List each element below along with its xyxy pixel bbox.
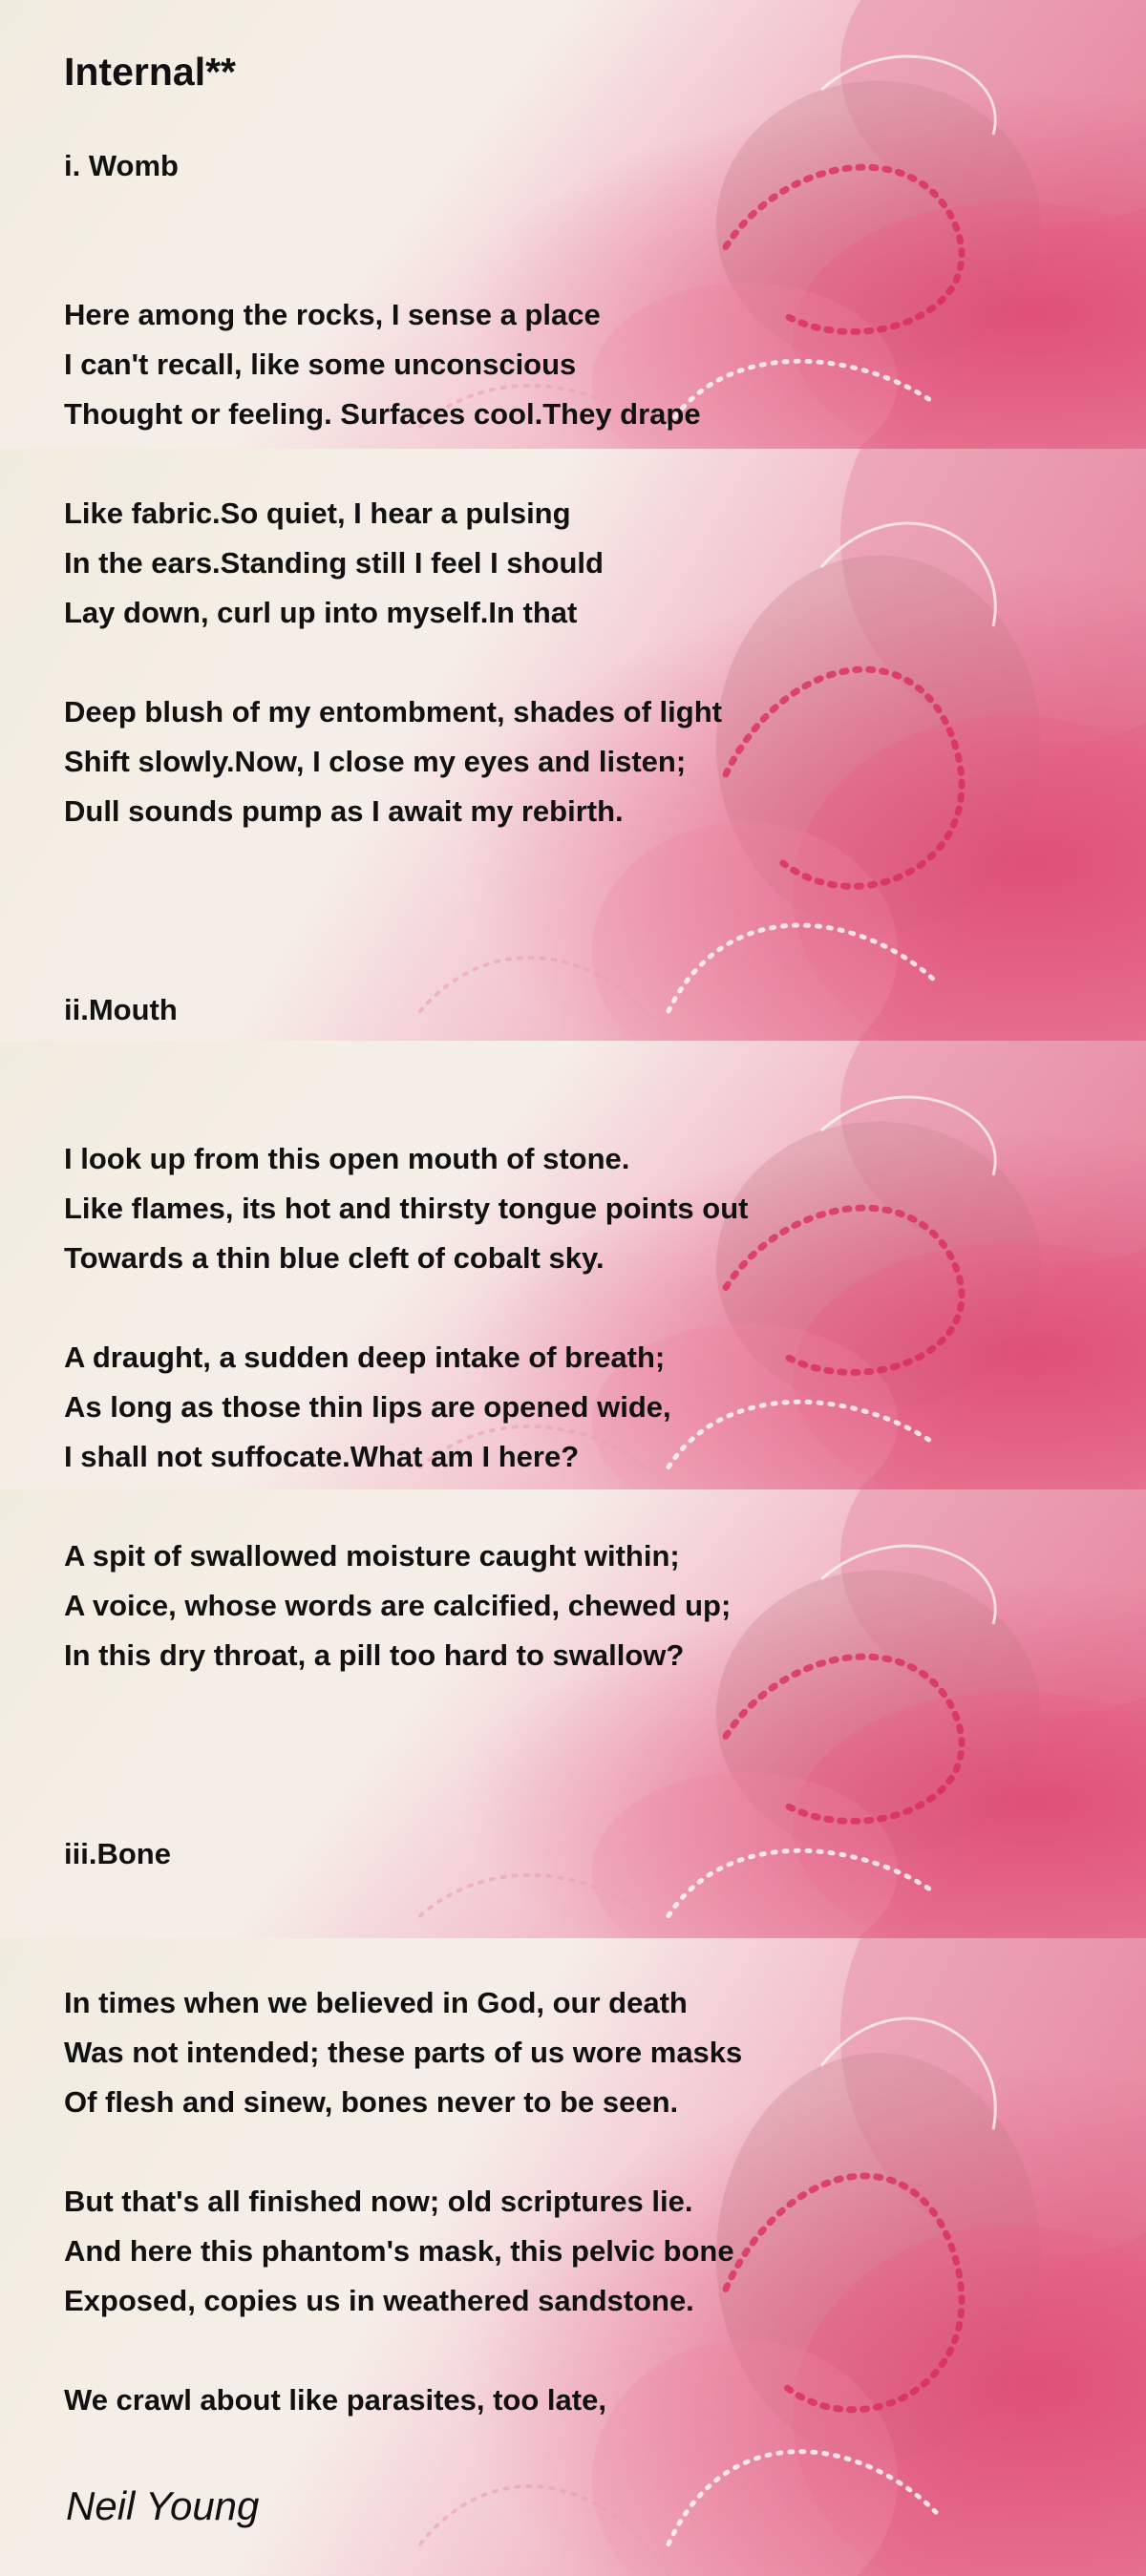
poem-line: Thought or feeling. Surfaces cool.They drape: [64, 397, 701, 431]
poem-line: Shift slowly.Now, I close my eyes and listen;: [64, 745, 687, 778]
poem-line: Lay down, curl up into myself.In that: [64, 596, 578, 629]
poem-line: In times when we believed in God, our death: [64, 1986, 688, 2019]
poem-line: In this dry throat, a pill too hard to swallow?: [64, 1638, 685, 1672]
poem-line: Like flames, its hot and thirsty tongue points out: [64, 1192, 749, 1225]
poem-line: Deep blush of my entombment, shades of light: [64, 695, 722, 728]
poem-line: I shall not suffocate.What am I here?: [64, 1440, 580, 1473]
poem-line: A voice, whose words are calcified, chewed up;: [64, 1589, 732, 1622]
poem-line: Here among the rocks, I sense a place: [64, 298, 601, 331]
poem-line: A draught, a sudden deep intake of breath;: [64, 1341, 666, 1374]
poem-line: I can't recall, like some unconscious: [64, 348, 577, 381]
poem-line: We crawl about like parasites, too late,: [64, 2383, 606, 2417]
poem-line: As long as those thin lips are opened wide,: [64, 1390, 671, 1424]
poem-line: Of flesh and sinew, bones never to be seen.: [64, 2085, 679, 2119]
poem-line: In the ears.Standing still I feel I should: [64, 546, 604, 580]
poem-line: And here this phantom's mask, this pelvic bone: [64, 2234, 734, 2268]
poem-line: Was not intended; these parts of us wore masks: [64, 2036, 743, 2069]
poem-line: I look up from this open mouth of stone.: [64, 1142, 630, 1175]
poem-line: Exposed, copies us in weathered sandstone.: [64, 2284, 694, 2317]
poem-line: iii.Bone: [64, 1837, 171, 1870]
poem-line: ii.Mouth: [64, 993, 178, 1026]
poem-line: But that's all finished now; old scriptures lie.: [64, 2185, 693, 2218]
poem-line: i. Womb: [64, 149, 179, 182]
poem-line: Towards a thin blue cleft of cobalt sky.: [64, 1241, 605, 1275]
poem-author: Neil Young: [66, 2483, 260, 2528]
poem-line: A spit of swallowed moisture caught within;: [64, 1539, 680, 1573]
poem-line: Dull sounds pump as I await my rebirth.: [64, 794, 624, 828]
poem-line: Like fabric.So quiet, I hear a pulsing: [64, 496, 571, 530]
poem-title: Internal**: [64, 50, 236, 94]
